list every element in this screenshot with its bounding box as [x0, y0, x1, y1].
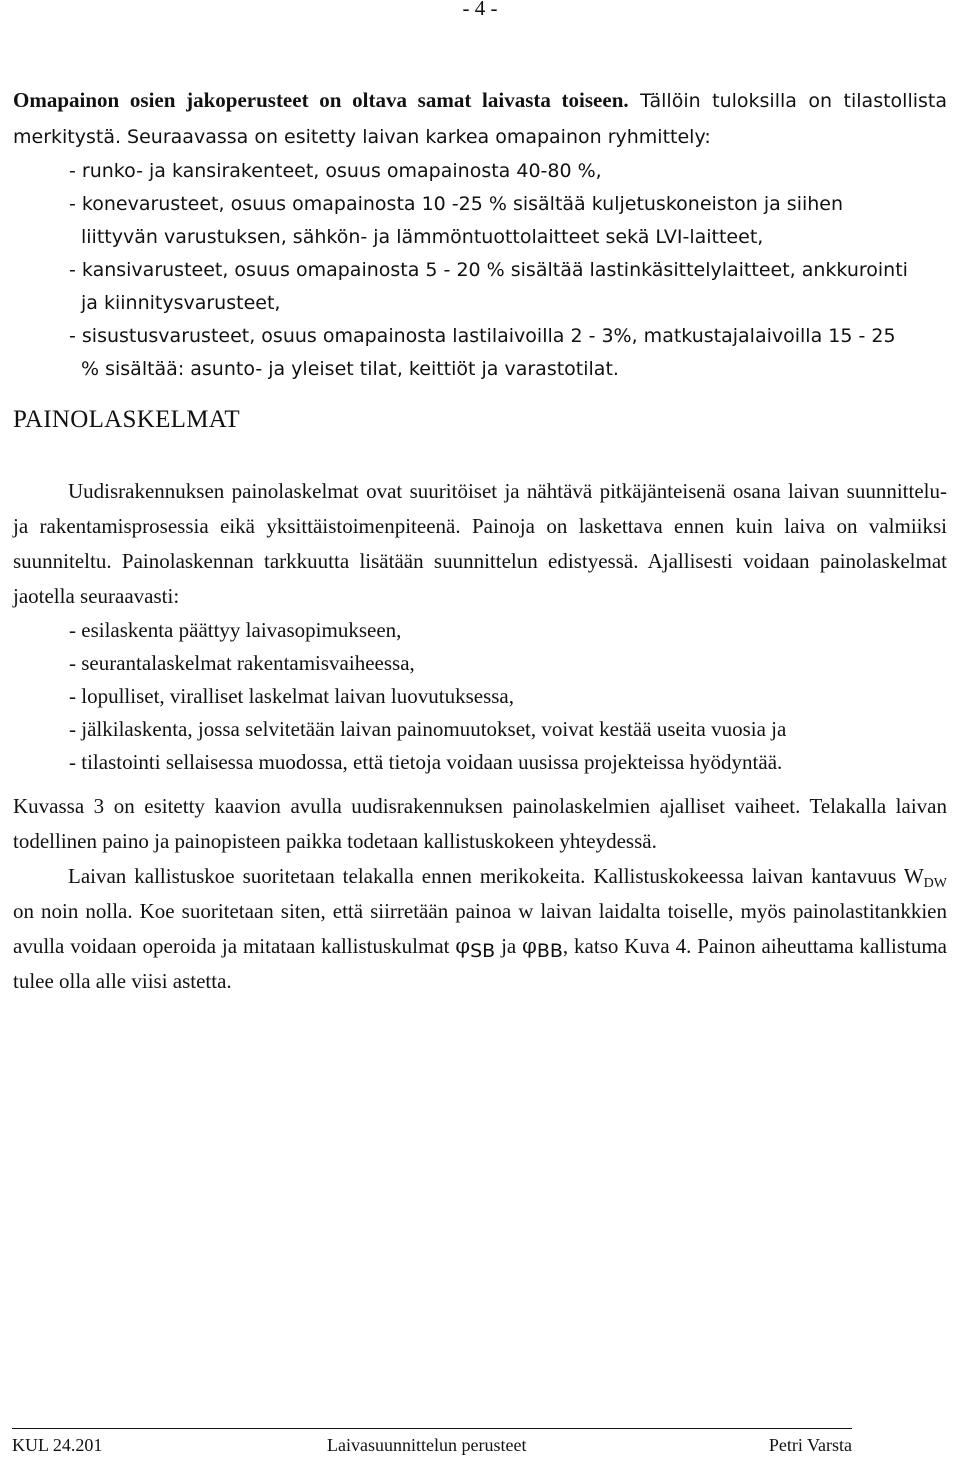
weight-group-rest: ja kiinnitysvarusteet,: [81, 292, 281, 314]
phase-item: - lopulliset, viralliset laskelmat laivan luovutuksessa,: [69, 684, 514, 708]
phase-item: - tilastointi sellaisessa muodossa, että tietoja voidaan uusissa projekteissa hyödyntää.: [69, 750, 783, 774]
heeling-text-2: on noin nolla. Koe suoritetaan siten, että siirretään painoa w laivan laidalta toiselle, myös painolastitankkien avulla voidaan operoida ja mitataan kallistuskulmat: [13, 899, 947, 958]
weight-group-list: [13, 155, 947, 386]
phi-symbol: φ: [522, 934, 537, 958]
figure3-paragraph: Kuvassa 3 on esitetty kaavion avulla uudisrakennuksen painolaskelmien ajalliset vaiheet. Telakalla laivan todellinen paino ja painopisteen paikka todetaan kallistuskokeen yhteydessä.: [13, 794, 947, 853]
subscript-bb: BB: [536, 940, 563, 962]
page-number: - 4 -: [462, 0, 498, 20]
footer-course-code: KUL 24.201: [12, 1435, 103, 1455]
weight-group-item: [13, 188, 947, 254]
weight-group-rest: liittyvän varustuksen, sähkön- ja lämmöntuottolaitteet sekä LVI-laitteet,: [81, 226, 764, 248]
heeling-text-4: , katso Kuva 4. Painon aiheuttama kallistuma tulee olla alle viisi astetta.: [13, 934, 947, 993]
intro-paragraph: [13, 83, 947, 155]
footer-course-title: Laivasuunnittelun perusteet: [327, 1435, 527, 1455]
footer-divider: [12, 1428, 852, 1429]
subscript-dw: DW: [923, 876, 947, 891]
footer-author: Petri Varsta: [768, 1435, 852, 1455]
weight-group-item: [13, 254, 947, 320]
weight-group-rest: % sisältää: asunto- ja yleiset tilat, keittiöt ja varastotilat.: [81, 358, 619, 380]
page-footer: [12, 1433, 852, 1457]
heeling-text-1: Laivan kallistuskoe suoritetaan telakalla ennen merikokeita. Kallistuskokeessa laivan kantavuus W: [68, 864, 924, 888]
page-content: [13, 83, 947, 999]
phase-item: - seurantalaskelmat rakentamisvaiheessa,: [69, 651, 415, 675]
phase-item: - jälkilaskenta, jossa selvitetään laivan painomuutokset, voivat kestää useita vuosia ja: [69, 717, 787, 741]
weight-group-first-line: - sisustusvarusteet, osuus omapainosta lastilaivoilla 2 - 3%, matkustajalaivoilla 15 - 25: [69, 325, 896, 347]
weight-group-first-line: - konevarusteet, osuus omapainosta 10 -25 % sisältää kuljetuskoneiston ja siihen: [69, 193, 844, 215]
section-heading: PAINOLASKELMAT: [13, 406, 240, 433]
phi-symbol: φ: [455, 934, 471, 958]
intro-text: Tällöin tuloksilla on tilastollista merkitystä. Seuraavassa on esitetty laivan karkea omapainon ryhmittely:: [13, 90, 947, 148]
phase-item: - esilaskenta päättyy laivasopimukseen,: [69, 618, 402, 642]
weight-group-first-line: - runko- ja kansirakenteet, osuus omapainosta 40-80 %,: [69, 160, 602, 182]
weight-group-first-line: - kansivarusteet, osuus omapainosta 5 - 20 % sisältää lastinkäsittelylaitteet, ankkurointi: [69, 259, 908, 281]
subscript-sb: SB: [470, 940, 496, 962]
weight-group-item: [13, 320, 947, 386]
intro-bold-sentence: Omapainon osien jakoperusteet on oltava samat laivasta toiseen.: [13, 88, 629, 112]
calculation-phases-list: [13, 614, 947, 779]
weight-group-item: [13, 155, 947, 188]
heeling-text-3: ja: [495, 934, 523, 958]
painolaskelmat-paragraph: Uudisrakennuksen painolaskelmat ovat suuritöiset ja nähtävä pitkäjänteisenä osana laivan suunnittelu- ja rakentamisprosessia eikä yksittäistoimenpiteenä. Painoja on laskettava ennen kuin laiva on valmiiksi suunniteltu. Painolaskennan tarkkuutta lisätään suunnittelun edistyessä. Ajallisesti voidaan painolaskelmat jaotella seuraavasti:: [13, 479, 947, 608]
heeling-test-paragraph: [13, 859, 947, 999]
